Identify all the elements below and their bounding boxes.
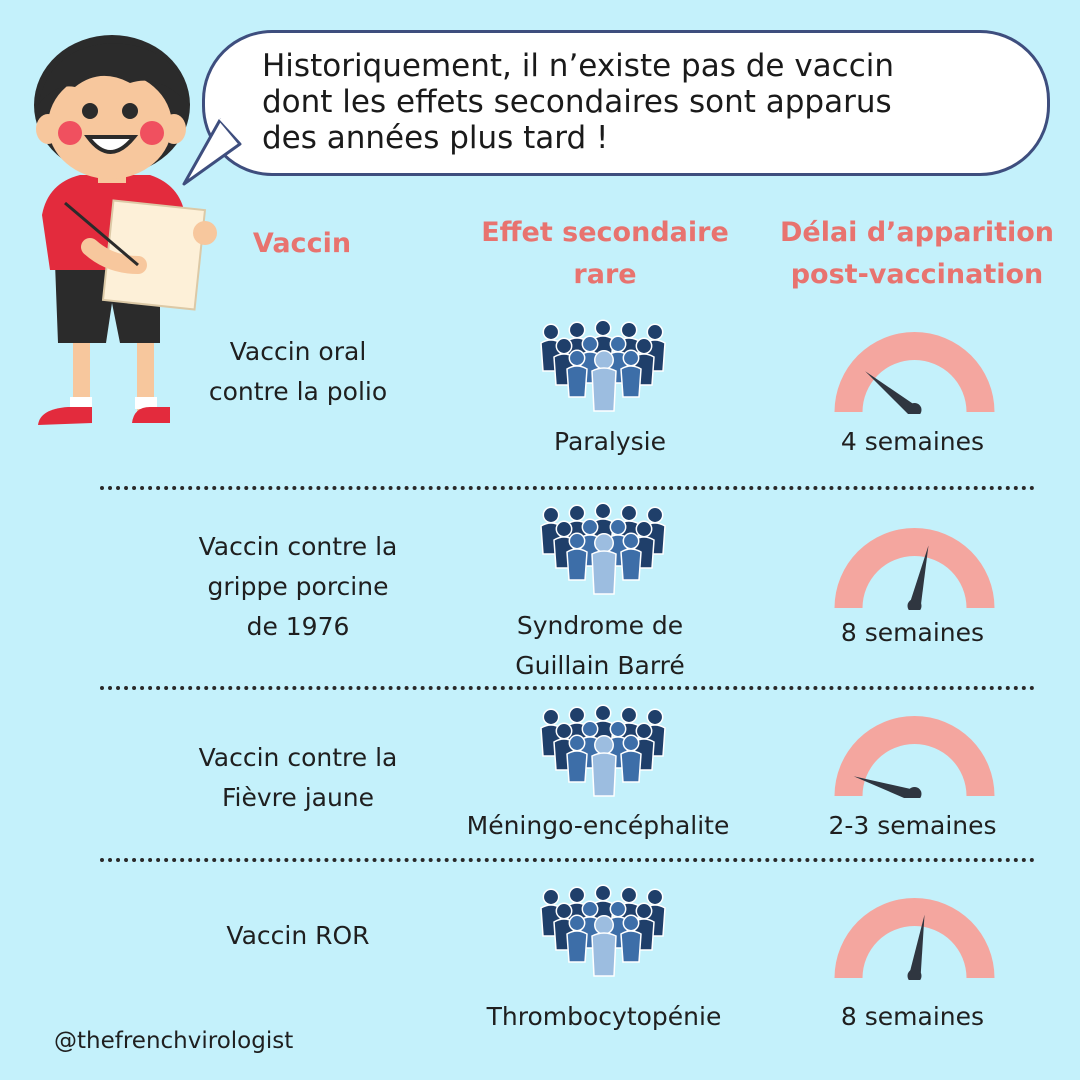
gauge-icon — [832, 714, 997, 798]
header-delay-line: Délai d’apparition — [779, 217, 1055, 248]
row-1-effect — [470, 422, 750, 462]
delay-value: 2-3 semaines — [828, 811, 997, 840]
row-4-delay — [790, 997, 1035, 1037]
effect-line: Thrombocytopénie — [486, 1002, 722, 1031]
effect-line: Syndrome de — [516, 611, 684, 640]
bubble-text — [262, 48, 1022, 156]
crowd-icon — [539, 315, 669, 425]
effect-line: Guillain Barré — [515, 651, 685, 680]
gauge-icon — [832, 896, 997, 980]
row-1-vaccine — [160, 332, 436, 412]
row-divider — [100, 486, 1035, 490]
crowd-icon — [539, 700, 669, 810]
row-4-vaccine — [160, 916, 436, 956]
effect-line: Paralysie — [554, 427, 666, 456]
vaccine-line: grippe porcine — [207, 572, 389, 601]
speech-bubble-tail — [182, 118, 242, 188]
author-handle-text: @thefrenchvirologist — [54, 1028, 294, 1054]
vaccine-line: Vaccin oral — [229, 337, 367, 366]
crowd-icon — [539, 880, 669, 990]
gauge-arc — [835, 716, 995, 796]
delay-value: 8 semaines — [840, 618, 985, 647]
header-delay — [762, 212, 1072, 296]
delay-value: 8 semaines — [840, 1002, 985, 1031]
delay-value: 4 semaines — [840, 427, 985, 456]
vaccine-line: contre la polio — [208, 377, 388, 406]
header-vaccine — [222, 223, 382, 265]
row-divider — [100, 686, 1035, 690]
header-side-effect-line: rare — [573, 259, 637, 290]
header-delay-line: post-vaccination — [790, 259, 1044, 290]
crowd-icon — [539, 498, 669, 608]
row-2-vaccine — [160, 527, 436, 647]
header-side-effect — [460, 212, 750, 296]
bubble-line: Historiquement, il n’existe pas de vaccin — [262, 48, 895, 84]
vaccine-line: Vaccin contre la — [198, 743, 398, 772]
gauge-arc — [835, 332, 995, 412]
row-divider — [100, 858, 1035, 862]
header-side-effect-line: Effet secondaire — [481, 217, 729, 248]
row-2-delay — [790, 613, 1035, 653]
header-vaccine-label: Vaccin — [252, 228, 352, 259]
row-4-effect — [444, 997, 764, 1037]
vaccine-line: de 1976 — [246, 612, 350, 641]
gauge-icon — [832, 526, 997, 610]
author-handle — [54, 1028, 293, 1054]
bubble-line: des années plus tard ! — [262, 120, 609, 156]
row-3-vaccine — [160, 738, 436, 818]
row-1-delay — [790, 422, 1035, 462]
vaccine-line: Vaccin contre la — [198, 532, 398, 561]
vaccine-line: Fièvre jaune — [221, 783, 375, 812]
gauge-icon — [832, 330, 997, 414]
row-2-effect — [460, 606, 740, 686]
bubble-line: dont les effets secondaires sont apparus — [262, 84, 892, 120]
row-3-effect — [428, 806, 768, 846]
row-3-delay — [790, 806, 1035, 846]
vaccine-line: Vaccin ROR — [226, 921, 370, 950]
gauge-pivot — [908, 787, 922, 798]
effect-line: Méningo-encéphalite — [466, 811, 730, 840]
